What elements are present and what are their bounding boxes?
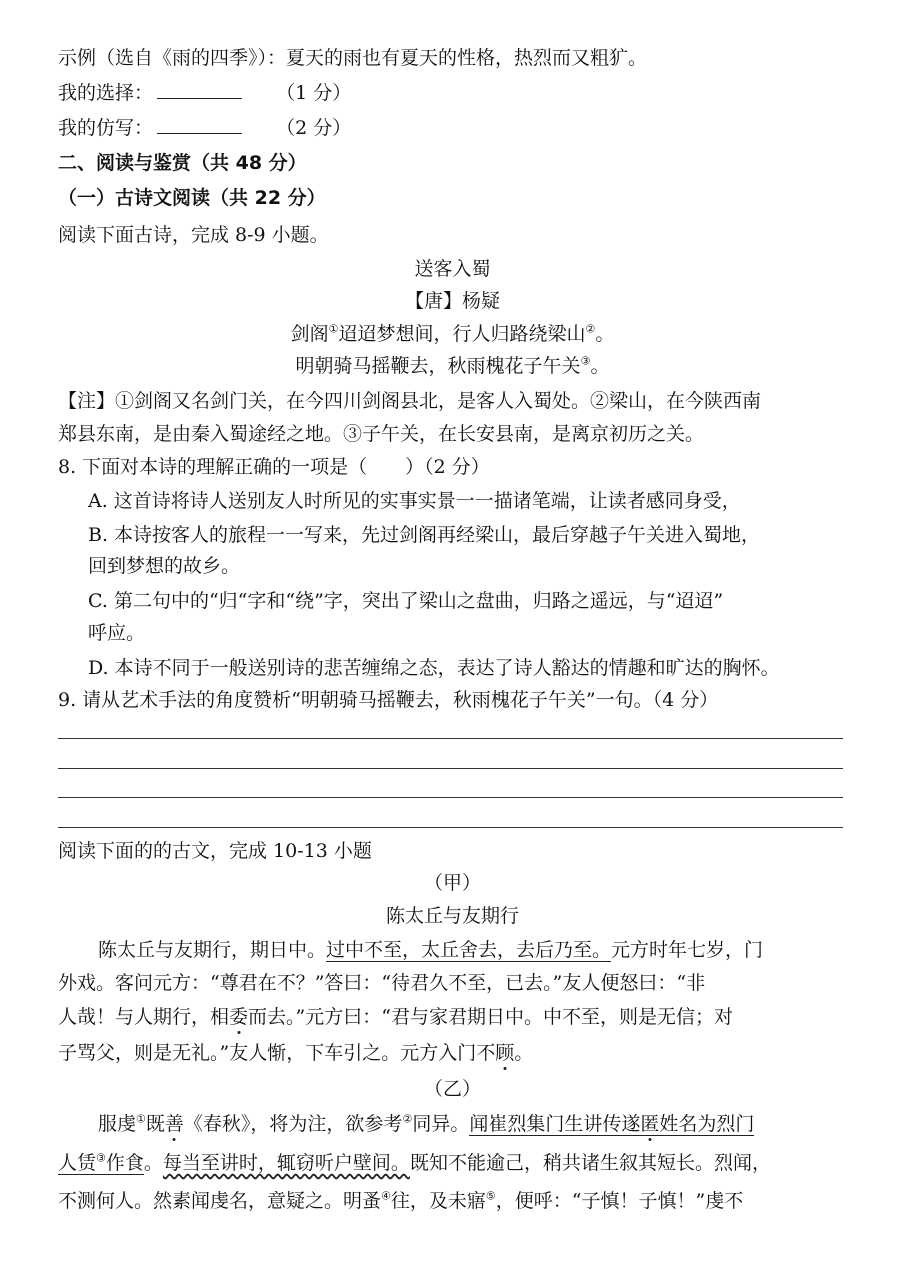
yi-text: 同异。 — [412, 1113, 470, 1135]
example-text: 示例（选自《雨的四季》）：夏天的雨也有夏天的性格，热烈而又粗犷。 — [58, 47, 648, 69]
jia-paragraph-line-1 — [98, 937, 865, 963]
note-marker: ② — [402, 1112, 413, 1126]
jia-underlined-sentence: 过中不至，太丘舍去，去后乃至。 — [326, 939, 612, 961]
q8-option-c-cont: 呼应。 — [88, 622, 146, 644]
yi-underlined-sentence — [58, 1152, 144, 1175]
yi-text: 。 — [143, 1152, 163, 1174]
note-marker: ③ — [96, 1151, 106, 1165]
note-marker: ④ — [381, 1189, 391, 1203]
notes-line-2: 郑县东南，是由秦入蜀途经之地。③子午关，在长安县南，是离京初历之关。 — [58, 423, 705, 445]
jia-dotted-word: 委 — [229, 1006, 249, 1028]
jia-text: 。 — [514, 1042, 534, 1064]
jia-text: 元方时年七岁，门 — [611, 939, 764, 961]
answer-line[interactable] — [58, 768, 843, 769]
my-choice-row — [58, 80, 865, 106]
question-9-stem: 9. 请从艺术手法的角度赞析“明朝骑马摇鞭去，秋雨槐花子午关”一句。（4 分） — [58, 689, 719, 711]
q8-option-b-cont: 回到梦想的故乡。 — [88, 555, 241, 577]
note-marker: ① — [328, 322, 339, 336]
my-imitation-label: 我的仿写： — [58, 117, 154, 139]
jia-paragraph-line-2: 外戏。客问元方：“尊君在不？”答曰：“待君久不至，已去。”友人便怒曰：“非 — [58, 972, 706, 994]
yi-wavy-underlined-sentence: 每当至讲时，辄窃听户壁间。 — [162, 1152, 410, 1174]
yi-text: 既知不能逾己，稍共诸生叙其短长。烈闻， — [409, 1152, 771, 1174]
poem-line-1 — [0, 321, 905, 347]
yi-text: ，便呼：“子慎！子慎！”虔不 — [495, 1190, 744, 1212]
section2-heading: 二、阅读与鉴赏（共 48 分） — [58, 152, 307, 174]
jia-text: 子骂父，则是无礼。”友人惭，下车引之。元方入门不 — [58, 1042, 496, 1064]
q8-option-b[interactable]: B. 本诗按客人的旅程一一写来，先过剑阁再经梁山，最后穿越子午关进入蜀地， — [88, 524, 761, 546]
my-choice-blank[interactable] — [157, 80, 242, 99]
jia-paragraph-line-3 — [58, 1004, 865, 1030]
poem-line-1-part: 。 — [595, 323, 615, 345]
poem-line-2 — [0, 353, 905, 379]
yi-text: 不测何人。然素闻虔名，意疑之。明蚤 — [58, 1190, 382, 1212]
yi-dotted-word: 善 — [164, 1113, 184, 1135]
my-choice-score: （1 分） — [276, 82, 352, 104]
passage-jia-title: 陈太丘与友期行 — [385, 905, 519, 927]
jia-text: 人哉！与人期行，相 — [58, 1006, 230, 1028]
prose-intro: 阅读下面的的古文，完成 10-13 小题 — [58, 840, 372, 862]
yi-underlined-sentence — [469, 1113, 754, 1136]
question-8-stem: 8. 下面对本诗的理解正确的一项是（ ）（2 分） — [58, 456, 490, 478]
q8-option-d[interactable]: D. 本诗不同于一般送别诗的悲苦缠绵之态，表达了诗人豁达的情趣和旷达的胸怀。 — [88, 657, 780, 679]
yi-paragraph-line-3 — [58, 1188, 865, 1214]
q8-option-c[interactable]: C. 第二句中的“归“字和“绕”字，突出了梁山之盘曲，归路之遥远，与“迢迢” — [88, 590, 724, 612]
note-marker: ⑤ — [485, 1189, 496, 1203]
my-choice-label: 我的选择： — [58, 82, 154, 104]
jia-text: 而去。”元方曰：“君与家君期日中。中不至，则是无信；对 — [248, 1006, 733, 1028]
yi-paragraph-line-1 — [98, 1111, 865, 1137]
yi-text: 服虔 — [98, 1113, 137, 1135]
my-imitation-blank[interactable] — [157, 115, 242, 134]
my-imitation-score: （2 分） — [276, 117, 352, 139]
q8-option-a[interactable]: A. 这首诗将诗人送别友人时所见的实事实景一一描诸笔端，让读者感同身受， — [88, 490, 741, 512]
jia-paragraph-line-4 — [58, 1040, 865, 1066]
poem-line-2-part: 明朝骑马摇鞭去，秋雨槐花子午关 — [295, 355, 581, 377]
yi-text: 闻崔烈集门生讲传遂 — [469, 1113, 641, 1135]
yi-text: 既 — [145, 1113, 165, 1135]
yi-paragraph-line-2 — [58, 1150, 865, 1176]
poem-intro: 阅读下面古诗，完成 8-9 小题。 — [58, 224, 329, 246]
passage-yi-label: （乙） — [423, 1078, 481, 1100]
poem-author: 【唐】杨疑 — [404, 290, 500, 312]
yi-text: 作食 — [105, 1152, 144, 1174]
poem-line-2-part: 。 — [590, 355, 610, 377]
note-marker: ① — [136, 1112, 146, 1126]
answer-line[interactable] — [58, 827, 843, 828]
poem-line-1-part: 剑阁 — [290, 323, 329, 345]
section2-1-heading: （一）古诗文阅读（共 22 分） — [58, 187, 326, 209]
poem-title: 送客入蜀 — [414, 258, 491, 280]
note-marker: ② — [585, 322, 596, 336]
yi-text: 姓名为烈门 — [659, 1113, 755, 1135]
yi-text: 人赁 — [58, 1152, 97, 1174]
poem-line-1-part: 迢迢梦想间，行人归路绕梁山 — [338, 323, 586, 345]
yi-dotted-word: 匿 — [640, 1113, 660, 1135]
answer-line[interactable] — [58, 797, 843, 798]
yi-text: 往，及未寤 — [390, 1190, 486, 1212]
jia-text: 陈太丘与友期行，期日中。 — [98, 939, 327, 961]
my-imitation-row — [58, 115, 865, 141]
passage-jia-label: （甲） — [423, 872, 481, 894]
note-marker: ③ — [580, 354, 591, 368]
answer-line[interactable] — [58, 738, 843, 739]
yi-text: 《春秋》，将为注，欲参考 — [183, 1113, 403, 1135]
jia-dotted-word: 顾 — [495, 1042, 515, 1064]
notes-line-1: 【注】①剑阁又名剑门关，在今四川剑阁县北，是客人入蜀处。②梁山，在今陕西南 — [58, 390, 762, 412]
